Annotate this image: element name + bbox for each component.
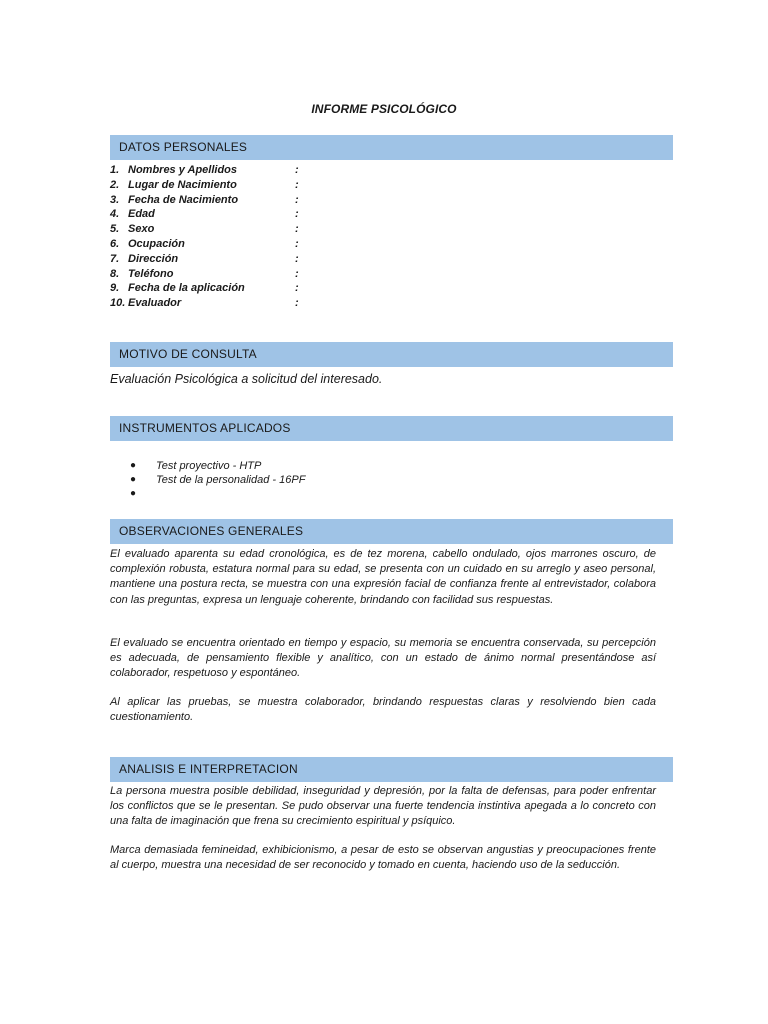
section-header-analisis: ANALISIS E INTERPRETACION [110, 757, 673, 782]
field-label: Nombres y Apellidos [128, 164, 238, 176]
document-title: INFORME PSICOLÓGICO [311, 102, 457, 116]
field-row-sexo [110, 222, 410, 237]
analisis-paragraph-1: La persona muestra posible debilidad, inseguridad y depresión, por la falta de defensas, para poder enfrentar los conflictos que se le presentan. Se pudo observar una fuerte tendencia instintiva apegada a lo concreto con una falta de imaginación que frena su crecimiento espiritual y psíquico. [110, 785, 656, 828]
field-number: 1. [110, 164, 120, 176]
field-row-edad [110, 207, 410, 222]
observaciones-paragraph-2: El evaluado se encuentra orientado en tiempo y espacio, su memoria se encuentra conservada, su percepción es adecuada, de pensamiento flexible y analítico, con un estado de ánimo normal presentándose así colaborador, respetuoso y espontáneo. [110, 637, 656, 680]
bullet-icon: ● [130, 474, 137, 485]
field-row-fecha-aplicacion [110, 281, 410, 296]
field-row-evaluador [110, 296, 410, 311]
field-number: 9. [110, 282, 120, 295]
analisis-paragraph-2: Marca demasiada femineidad, exhibicionismo, a pesar de esto se observan angustias y preocupaciones frente al cuerpo, muestra una necesidad de ser reconocido y tomado en cuenta, haciendo uso de la seducción. [110, 844, 656, 872]
list-item [130, 487, 305, 501]
field-number: 7. [110, 252, 120, 265]
field-colon: : [295, 252, 299, 265]
field-label: Evaluador [128, 297, 182, 310]
field-colon: : [295, 193, 299, 206]
field-row-direccion [110, 252, 410, 267]
field-colon: : [295, 237, 299, 250]
instrumentos-list [130, 459, 305, 501]
section-header-observaciones: OBSERVACIONES GENERALES [110, 519, 673, 544]
field-colon: : [295, 282, 299, 295]
field-label: Dirección [128, 252, 179, 265]
field-label: Edad [128, 208, 155, 221]
field-label: Lugar de Nacimiento [128, 178, 237, 191]
field-label: Ocupación [128, 237, 185, 250]
field-colon: : [295, 223, 299, 236]
field-row-nombres [110, 163, 410, 178]
bullet-icon: ● [130, 460, 137, 471]
motivo-text: Evaluación Psicológica a solicitud del interesado. [110, 372, 383, 386]
instrument-label: Test proyectivo - HTP [156, 460, 262, 472]
bullet-icon: ● [130, 488, 137, 499]
field-row-ocupacion [110, 237, 410, 252]
field-number: 2. [110, 178, 120, 191]
section-header-motivo-consulta: MOTIVO DE CONSULTA [110, 342, 673, 367]
field-row-fecha-nacimiento [110, 193, 410, 208]
section-header-datos-personales: DATOS PERSONALES [110, 135, 673, 160]
field-number: 5. [110, 223, 120, 236]
field-number: 8. [110, 267, 120, 280]
instrument-label: Test de la personalidad - 16PF [156, 474, 306, 486]
observaciones-paragraph-3: Al aplicar las pruebas, se muestra colaborador, brindando respuestas claras y resolviendo bien cada cuestionamiento. [110, 696, 656, 724]
field-colon: : [295, 208, 299, 221]
field-number: 3. [110, 193, 120, 206]
list-item [130, 459, 305, 473]
datos-personales-list [110, 163, 410, 311]
field-label: Teléfono [128, 267, 174, 280]
field-number: 4. [110, 208, 120, 221]
field-label: Sexo [128, 223, 155, 236]
field-number: 6. [110, 237, 120, 250]
field-colon: : [295, 164, 299, 176]
section-header-instrumentos: INSTRUMENTOS APLICADOS [110, 416, 673, 441]
field-label: Fecha de Nacimiento [128, 193, 239, 206]
field-label: Fecha de la aplicación [128, 282, 245, 295]
field-colon: : [295, 178, 299, 191]
list-item [130, 473, 305, 487]
field-row-lugar [110, 178, 410, 193]
field-colon: : [295, 297, 299, 310]
observaciones-paragraph-1: El evaluado aparenta su edad cronológica, es de tez morena, cabello ondulado, ojos marrones oscuro, de complexión robusta, estatura normal para su edad, se presenta con un cuidado en su arreglo y aseo personal, mantiene una postura recta, se muestra con una expresión facial de confianza frente al entrevistador, colabora con las preguntas, expresa un lenguaje coherente, brindando con facilidad sus respuestas. [110, 548, 656, 606]
field-row-telefono [110, 267, 410, 282]
field-colon: : [295, 267, 299, 280]
field-number: 10. [110, 297, 126, 310]
